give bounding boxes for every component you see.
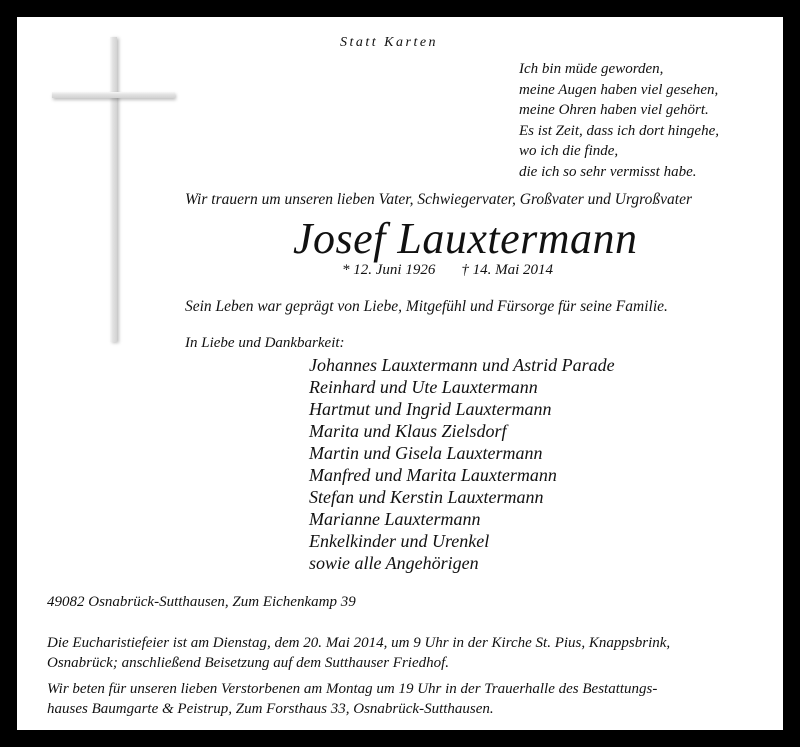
eucharist-line: Osnabrück; anschließend Beisetzung auf dem Sutthauser Friedhof. [47,655,450,671]
cross-horizontal-beam [52,92,175,98]
family-member: Enkelkinder und Urenkel [309,531,490,551]
prayer-line: hauses Baumgarte & Peistrup, Zum Forsthaus 33, Osnabrück-Sutthausen. [47,701,494,717]
poem-line: wo ich die finde, [519,143,619,160]
eucharist-notice [47,633,777,673]
eucharist-line: Die Eucharistiefeier ist am Dienstag, dem 20. Mai 2014, um 9 Uhr in der Kirche St. Pius, Knappsbrink, [47,635,671,651]
poem-line: die ich so sehr vermisst habe. [519,163,697,180]
family-member: Reinhard und Ute Lauxtermann [309,377,538,397]
poem-line: meine Ohren haben viel gehört. [519,102,709,119]
obituary-card [17,17,783,730]
family-member: Hartmut und Ingrid Lauxtermann [309,399,552,419]
poem-line: Ich bin müde geworden, [519,61,664,77]
family-member: Manfred und Marita Lauxtermann [309,465,557,485]
family-member: sowie alle Angehörigen [309,553,479,573]
family-member: Marita und Klaus Zielsdorf [309,421,507,441]
family-address: 49082 Osnabrück-Sutthausen, Zum Eichenkamp 39 [47,594,356,610]
prayer-line: Wir beten für unseren lieben Verstorbenen am Montag um 19 Uhr in der Trauerhalle des Bestattungs- [47,681,658,697]
birth-date: * 12. Juni 1926 [342,262,436,278]
death-date: † 14. Mai 2014 [461,262,553,278]
statt-karten-heading: Statt Karten [340,35,439,50]
cross-vertical-beam [110,37,117,342]
family-member: Johannes Lauxtermann und Astrid Parade [309,355,615,375]
poem-line: Es ist Zeit, dass ich dort hingehe, [519,122,719,139]
mourning-intro: Wir trauern um unseren lieben Vater, Schwiegervater, Großvater und Urgroßvater [185,191,692,208]
gratitude-label: In Liebe und Dankbarkeit: [185,335,345,351]
life-statement: Sein Leben war geprägt von Liebe, Mitgefühl und Fürsorge für seine Familie. [185,298,668,315]
poem [519,59,719,183]
family-member: Martin und Gisela Lauxtermann [309,443,543,463]
family-member: Stefan und Kerstin Lauxtermann [309,487,544,507]
deceased-name: Josef Lauxtermann [293,214,638,263]
family-list [309,354,615,574]
poem-line: meine Augen haben viel gesehen, [519,81,719,98]
family-member: Marianne Lauxtermann [309,509,481,529]
prayer-notice [47,679,777,719]
life-dates [342,262,553,279]
